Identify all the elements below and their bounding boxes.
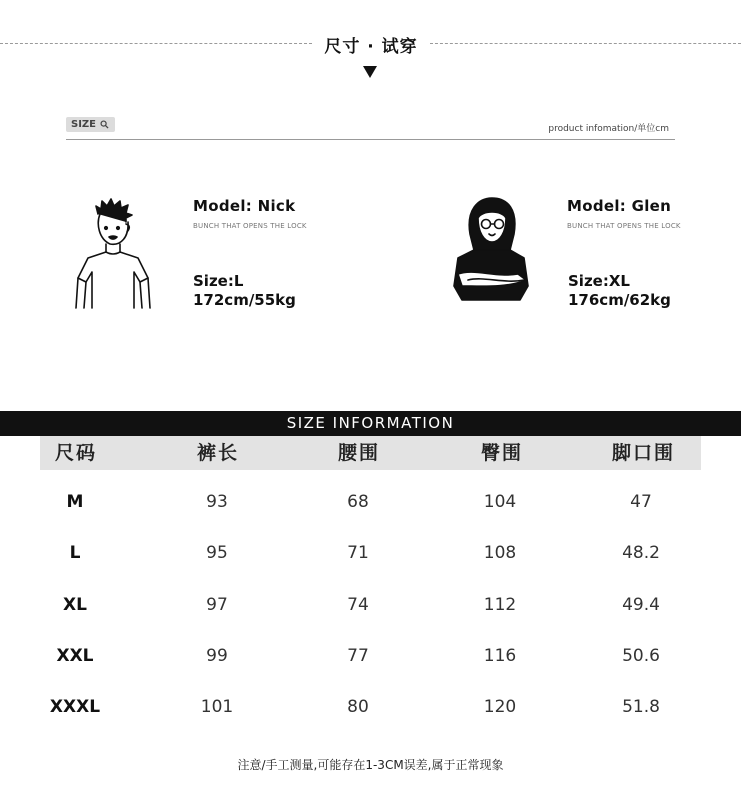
table-cell-hip: 104: [483, 492, 517, 512]
page-title: 尺寸 · 试穿: [324, 37, 418, 57]
table-cell-waist: 71: [347, 543, 369, 563]
model-nick-name: Model: Nick: [193, 197, 296, 215]
model-glen-stats: 176cm/62kg: [568, 291, 671, 309]
table-cell-waist: 77: [347, 646, 369, 666]
table-cell-leg-opening: 49.4: [622, 595, 660, 615]
size-bar-divider: [66, 139, 675, 140]
table-cell-size: XXL: [56, 646, 94, 666]
model-nick-size-label: Size:L: [193, 272, 244, 290]
table-cell-pant-length: 101: [200, 697, 234, 717]
size-information-banner: SIZE INFORMATION: [0, 411, 741, 436]
table-cell-size: M: [66, 492, 84, 512]
model-glen-illustration: [448, 194, 534, 310]
table-cell-hip: 120: [483, 697, 517, 717]
table-cell-pant-length: 97: [206, 595, 228, 615]
header-divider-right: [430, 43, 741, 44]
header-waist: 腰围: [338, 442, 381, 464]
table-cell-waist: 68: [347, 492, 369, 512]
table-cell-hip: 108: [483, 543, 517, 563]
table-cell-size: XXXL: [49, 697, 101, 717]
header-leg-opening: 脚口围: [612, 442, 676, 464]
model-glen-name: Model: Glen: [567, 197, 672, 215]
table-cell-size: XL: [63, 595, 87, 615]
header-size: 尺码: [55, 442, 98, 464]
table-cell-hip: 112: [483, 595, 517, 615]
size-tag: [66, 117, 115, 132]
header-hip: 臀围: [481, 442, 524, 464]
model-glen-size: [568, 272, 671, 310]
measurement-footnote: 注意/手工测量,可能存在1-3CM误差,属于正常现象: [237, 758, 504, 772]
model-glen-tagline: BUNCH THAT OPENS THE LOCK: [567, 222, 681, 230]
model-nick-stats: 172cm/55kg: [193, 291, 296, 309]
table-cell-leg-opening: 48.2: [622, 543, 660, 563]
table-cell-pant-length: 95: [206, 543, 228, 563]
table-cell-pant-length: 93: [206, 492, 228, 512]
down-arrow-icon: [363, 66, 377, 78]
header-pant-length: 裤长: [197, 442, 240, 464]
header-divider-left: [0, 43, 312, 44]
table-cell-leg-opening: 51.8: [622, 697, 660, 717]
model-nick-illustration: [66, 196, 158, 312]
size-tag-label: SIZE: [71, 119, 97, 130]
table-cell-size: L: [69, 543, 81, 563]
model-nick-tagline: BUNCH THAT OPENS THE LOCK: [193, 222, 307, 230]
unit-note: product infomation/单位cm: [548, 124, 669, 134]
table-cell-leg-opening: 50.6: [622, 646, 660, 666]
table-cell-pant-length: 99: [206, 646, 228, 666]
table-cell-waist: 74: [347, 595, 369, 615]
magnifier-icon: [100, 120, 109, 129]
table-cell-leg-opening: 47: [630, 492, 652, 512]
table-cell-waist: 80: [347, 697, 369, 717]
model-glen-size-label: Size:XL: [568, 272, 630, 290]
model-nick-size: [193, 272, 296, 310]
table-cell-hip: 116: [483, 646, 517, 666]
